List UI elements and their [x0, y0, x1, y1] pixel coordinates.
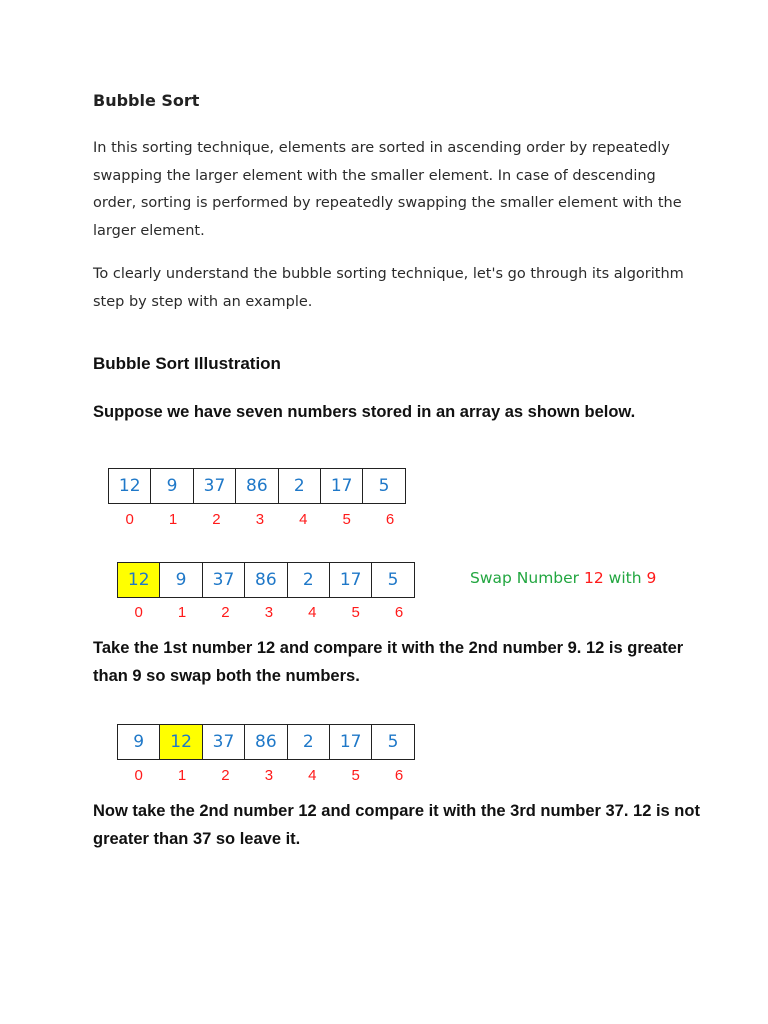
- array-cell: 37: [193, 468, 236, 504]
- intro-paragraph: In this sorting technique, elements are sorted in ascending order by repeatedly swapping the larger element with the smaller element. In case of descending order, sorting is performed by repeatedly swapping the smaller element with the larger element.: [93, 140, 682, 239]
- array-index: 6: [394, 767, 404, 784]
- swap-note-middle: with: [603, 569, 647, 587]
- array-cell: 2: [287, 724, 330, 760]
- array-cell: 5: [371, 724, 414, 760]
- array-cell: 2: [278, 468, 321, 504]
- array-cell: 17: [329, 562, 372, 598]
- array-cell: 86: [235, 468, 278, 504]
- array-indices-step-2: [117, 767, 421, 784]
- array-step-2: [117, 724, 415, 760]
- array-index: 0: [134, 767, 143, 784]
- array-cell: 12: [117, 562, 160, 598]
- swap-note-prefix: Swap Number: [470, 569, 584, 587]
- array-cell: 86: [244, 562, 287, 598]
- page-title: Bubble Sort: [93, 91, 200, 110]
- swap-note-second: 9: [646, 569, 657, 587]
- array-index: 6: [394, 604, 404, 621]
- array-indices-step-1: [117, 604, 421, 621]
- array-cell: 37: [202, 562, 245, 598]
- array-cell: 37: [202, 724, 245, 760]
- array-index: 3: [264, 767, 274, 784]
- array-cell: 9: [150, 468, 193, 504]
- array-index: 5: [351, 604, 360, 621]
- array-cell: 5: [362, 468, 405, 504]
- step-2-text: Now take the 2nd number 12 and compare it with the 3rd number 37. 12 is not greater than 37 so leave it.: [93, 802, 700, 848]
- array-index: 0: [125, 511, 134, 528]
- array-index: 1: [177, 767, 187, 784]
- array-step-1: [117, 562, 415, 598]
- array-index: 1: [168, 511, 178, 528]
- array-cell: 12: [108, 468, 151, 504]
- array-index: 3: [264, 604, 274, 621]
- array-cell: 9: [159, 562, 202, 598]
- array-cell: 12: [159, 724, 202, 760]
- array-indices-initial: [108, 511, 412, 528]
- array-index: 6: [385, 511, 395, 528]
- illustration-heading: Bubble Sort Illustration: [93, 354, 281, 373]
- array-index: 3: [255, 511, 265, 528]
- array-index: 4: [308, 767, 317, 784]
- step-1-text: Take the 1st number 12 and compare it with the 2nd number 9. 12 is greater than 9 so swap both the numbers.: [93, 639, 684, 685]
- array-index: 5: [342, 511, 351, 528]
- array-intro-text: Suppose we have seven numbers stored in an array as shown below.: [93, 403, 636, 421]
- array-index: 2: [212, 511, 221, 528]
- array-cell: 86: [244, 724, 287, 760]
- array-initial: [108, 468, 406, 504]
- array-cell: 17: [329, 724, 372, 760]
- array-index: 5: [351, 767, 360, 784]
- array-index: 4: [308, 604, 317, 621]
- array-cell: 5: [371, 562, 414, 598]
- array-index: 4: [299, 511, 308, 528]
- swap-note: [470, 569, 656, 587]
- array-cell: 17: [320, 468, 363, 504]
- array-cell: 9: [117, 724, 160, 760]
- array-index: 1: [177, 604, 187, 621]
- array-index: 2: [221, 767, 230, 784]
- swap-note-first: 12: [583, 569, 604, 587]
- array-cell: 2: [287, 562, 330, 598]
- example-paragraph: To clearly understand the bubble sorting technique, let's go through its algorithm step by step with an example.: [93, 266, 684, 310]
- array-index: 2: [221, 604, 230, 621]
- array-index: 0: [134, 604, 143, 621]
